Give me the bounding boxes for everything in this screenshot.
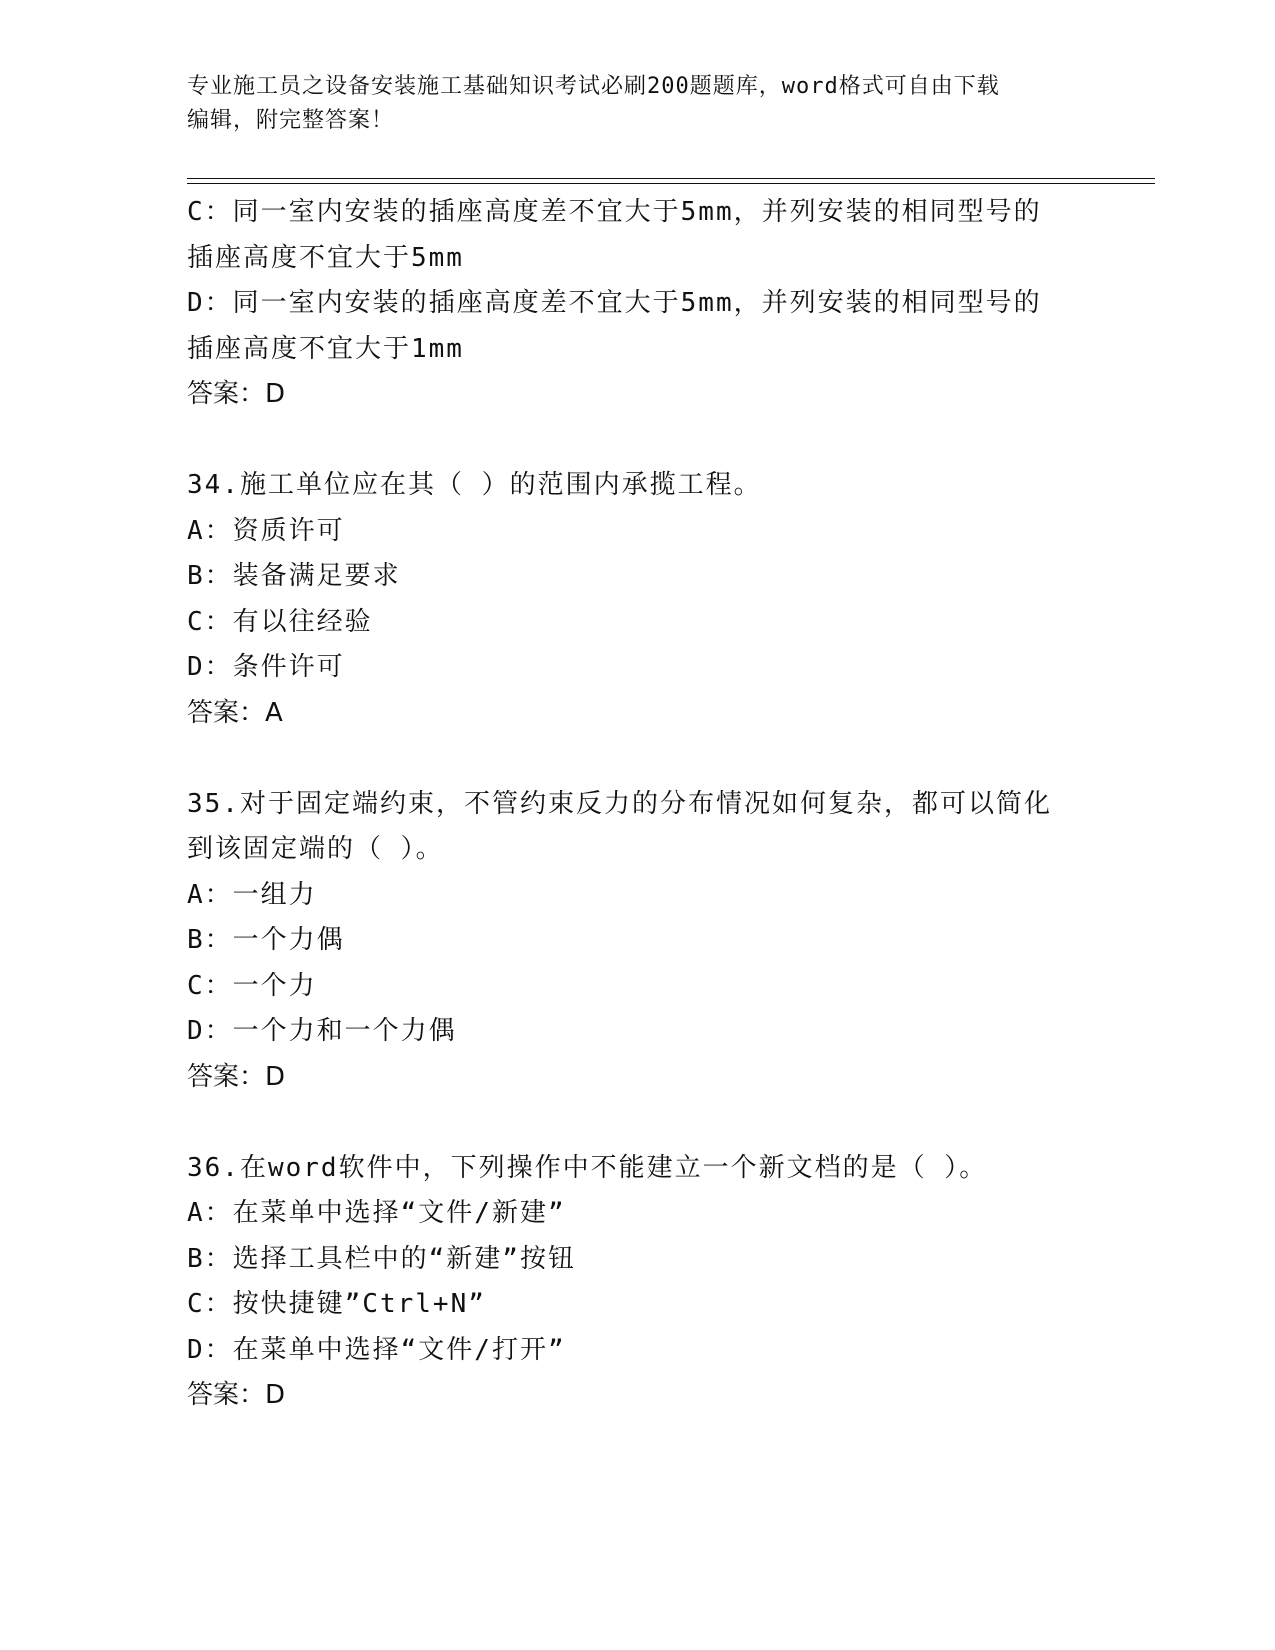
question-35-text-line-2: 到该固定端的（ ）。 — [187, 834, 444, 864]
question-35-option-d: D：一个力和一个力偶 — [187, 1016, 457, 1046]
header-title-line-1: 专业施工员之设备安装施工基础知识考试必刷200题题库，word格式可自由下载 — [187, 74, 1000, 99]
question-34-option-c: C：有以往经验 — [187, 606, 373, 637]
spacer — [187, 418, 1087, 464]
question-33-continuation — [187, 190, 1087, 418]
question-34-option-b: B：装备满足要求 — [187, 561, 401, 591]
question-36-option-c: C：按快捷键”Ctrl+N” — [187, 1289, 486, 1319]
question-34-text: 34.施工单位应在其（ ）的范围内承揽工程。 — [187, 470, 762, 500]
option-d-line-1: D：同一室内安装的插座高度差不宜大于5mm，并列安装的相同型号的 — [187, 288, 1042, 318]
spacer — [187, 736, 1087, 782]
question-34 — [187, 463, 1087, 736]
answer-35: 答案：D — [187, 1061, 286, 1092]
header-title-line-2: 编辑，附完整答案！ — [187, 108, 395, 133]
document-header — [187, 70, 1087, 138]
answer-36: 答案：D — [187, 1380, 286, 1410]
header-divider-top — [187, 178, 1155, 179]
question-35-option-a: A：一组力 — [187, 879, 317, 910]
header-divider-bottom — [187, 183, 1155, 184]
option-d-line-2: 插座高度不宜大于1mm — [187, 333, 464, 364]
answer-34: 答案：A — [187, 697, 283, 728]
answer-33: 答案：D — [187, 379, 286, 409]
question-35 — [187, 782, 1087, 1101]
question-36-option-d: D：在菜单中选择“文件/打开” — [187, 1334, 566, 1365]
question-36 — [187, 1146, 1087, 1419]
question-34-option-a: A：资质许可 — [187, 515, 345, 546]
option-c-line-2: 插座高度不宜大于5mm — [187, 242, 464, 273]
question-list — [187, 190, 1087, 1419]
question-35-option-c: C：一个力 — [187, 970, 317, 1001]
question-36-option-b: B：选择工具栏中的“新建”按钮 — [187, 1243, 576, 1274]
question-34-option-d: D：条件许可 — [187, 652, 345, 682]
question-35-text-line-1: 35.对于固定端约束，不管约束反力的分布情况如何复杂，都可以简化 — [187, 788, 1052, 819]
question-35-option-b: B：一个力偶 — [187, 925, 345, 955]
spacer — [187, 1100, 1087, 1146]
question-36-option-a: A：在菜单中选择“文件/新建” — [187, 1198, 566, 1228]
question-36-text: 36.在word软件中，下列操作中不能建立一个新文档的是（ ）。 — [187, 1152, 988, 1183]
option-c-line-1: C：同一室内安装的插座高度差不宜大于5mm，并列安装的相同型号的 — [187, 197, 1042, 227]
